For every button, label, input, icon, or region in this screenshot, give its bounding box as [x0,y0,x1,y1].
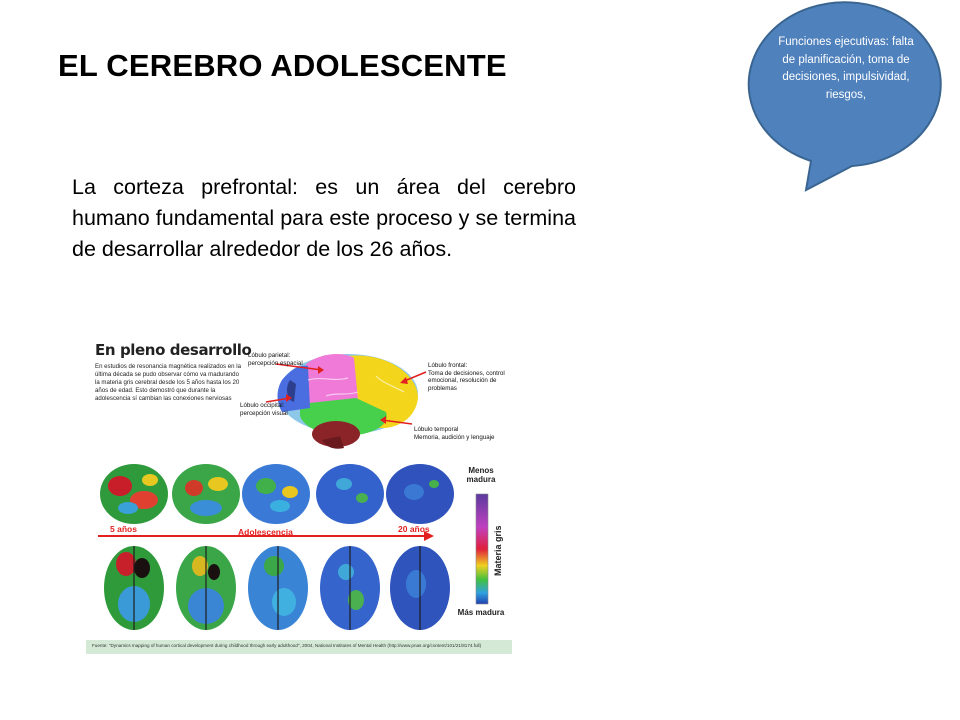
infographic-description: En estudios de resonancia magnética realizados en la última década se pudo observar cómo va madurando la materia gris cerebral desde los 5 años hasta los 20 años de edad. Esto demostró que durante la adolescencia sí cambian las conexiones nerviosas [95,363,242,402]
slide-title: EL CEREBRO ADOLESCENTE [58,48,507,83]
adolescence-label: Adolescencia [238,527,293,537]
source-citation: Fuente: "Dynamics mapping of human cortical development during childhood through early adulthood", 2004, National Institutes of Mental Health (http://www.pnas.org/content/101/21/8174.full) [92,643,482,648]
body-paragraph: La corteza prefrontal: es un área del cerebro humano fundamental para este proceso y se termina de desarrollar alrededor de los 26 años. [72,175,576,261]
age-start-label: 5 años [110,524,137,534]
lateral-scan-row [100,464,454,524]
label-occipital: Lóbulo occipital: percepción visual [240,402,288,417]
source-strip [86,640,512,654]
brain-infographic [86,336,512,654]
label-parietal: Lóbulo parietal: percepción espacial [248,352,303,367]
callout-text: Funciones ejecutivas: falta de planificación, toma de decisiones, impulsividad, riesgos, [778,36,914,101]
label-temporal: Lóbulo temporal Memoria, audición y lenguaje [414,426,495,441]
infographic-title: En pleno desarrollo [95,341,252,359]
age-end-label: 20 años [398,524,430,534]
scale-bottom-label: Más madura [457,608,505,617]
label-frontal: Lóbulo frontal: Toma de decisiones, control emocional, resolución de problemas [428,362,505,392]
maturity-scale-bar [476,494,488,604]
scale-top-label: Menos madura [466,466,496,484]
scale-axis-label: Materia gris [493,525,503,576]
